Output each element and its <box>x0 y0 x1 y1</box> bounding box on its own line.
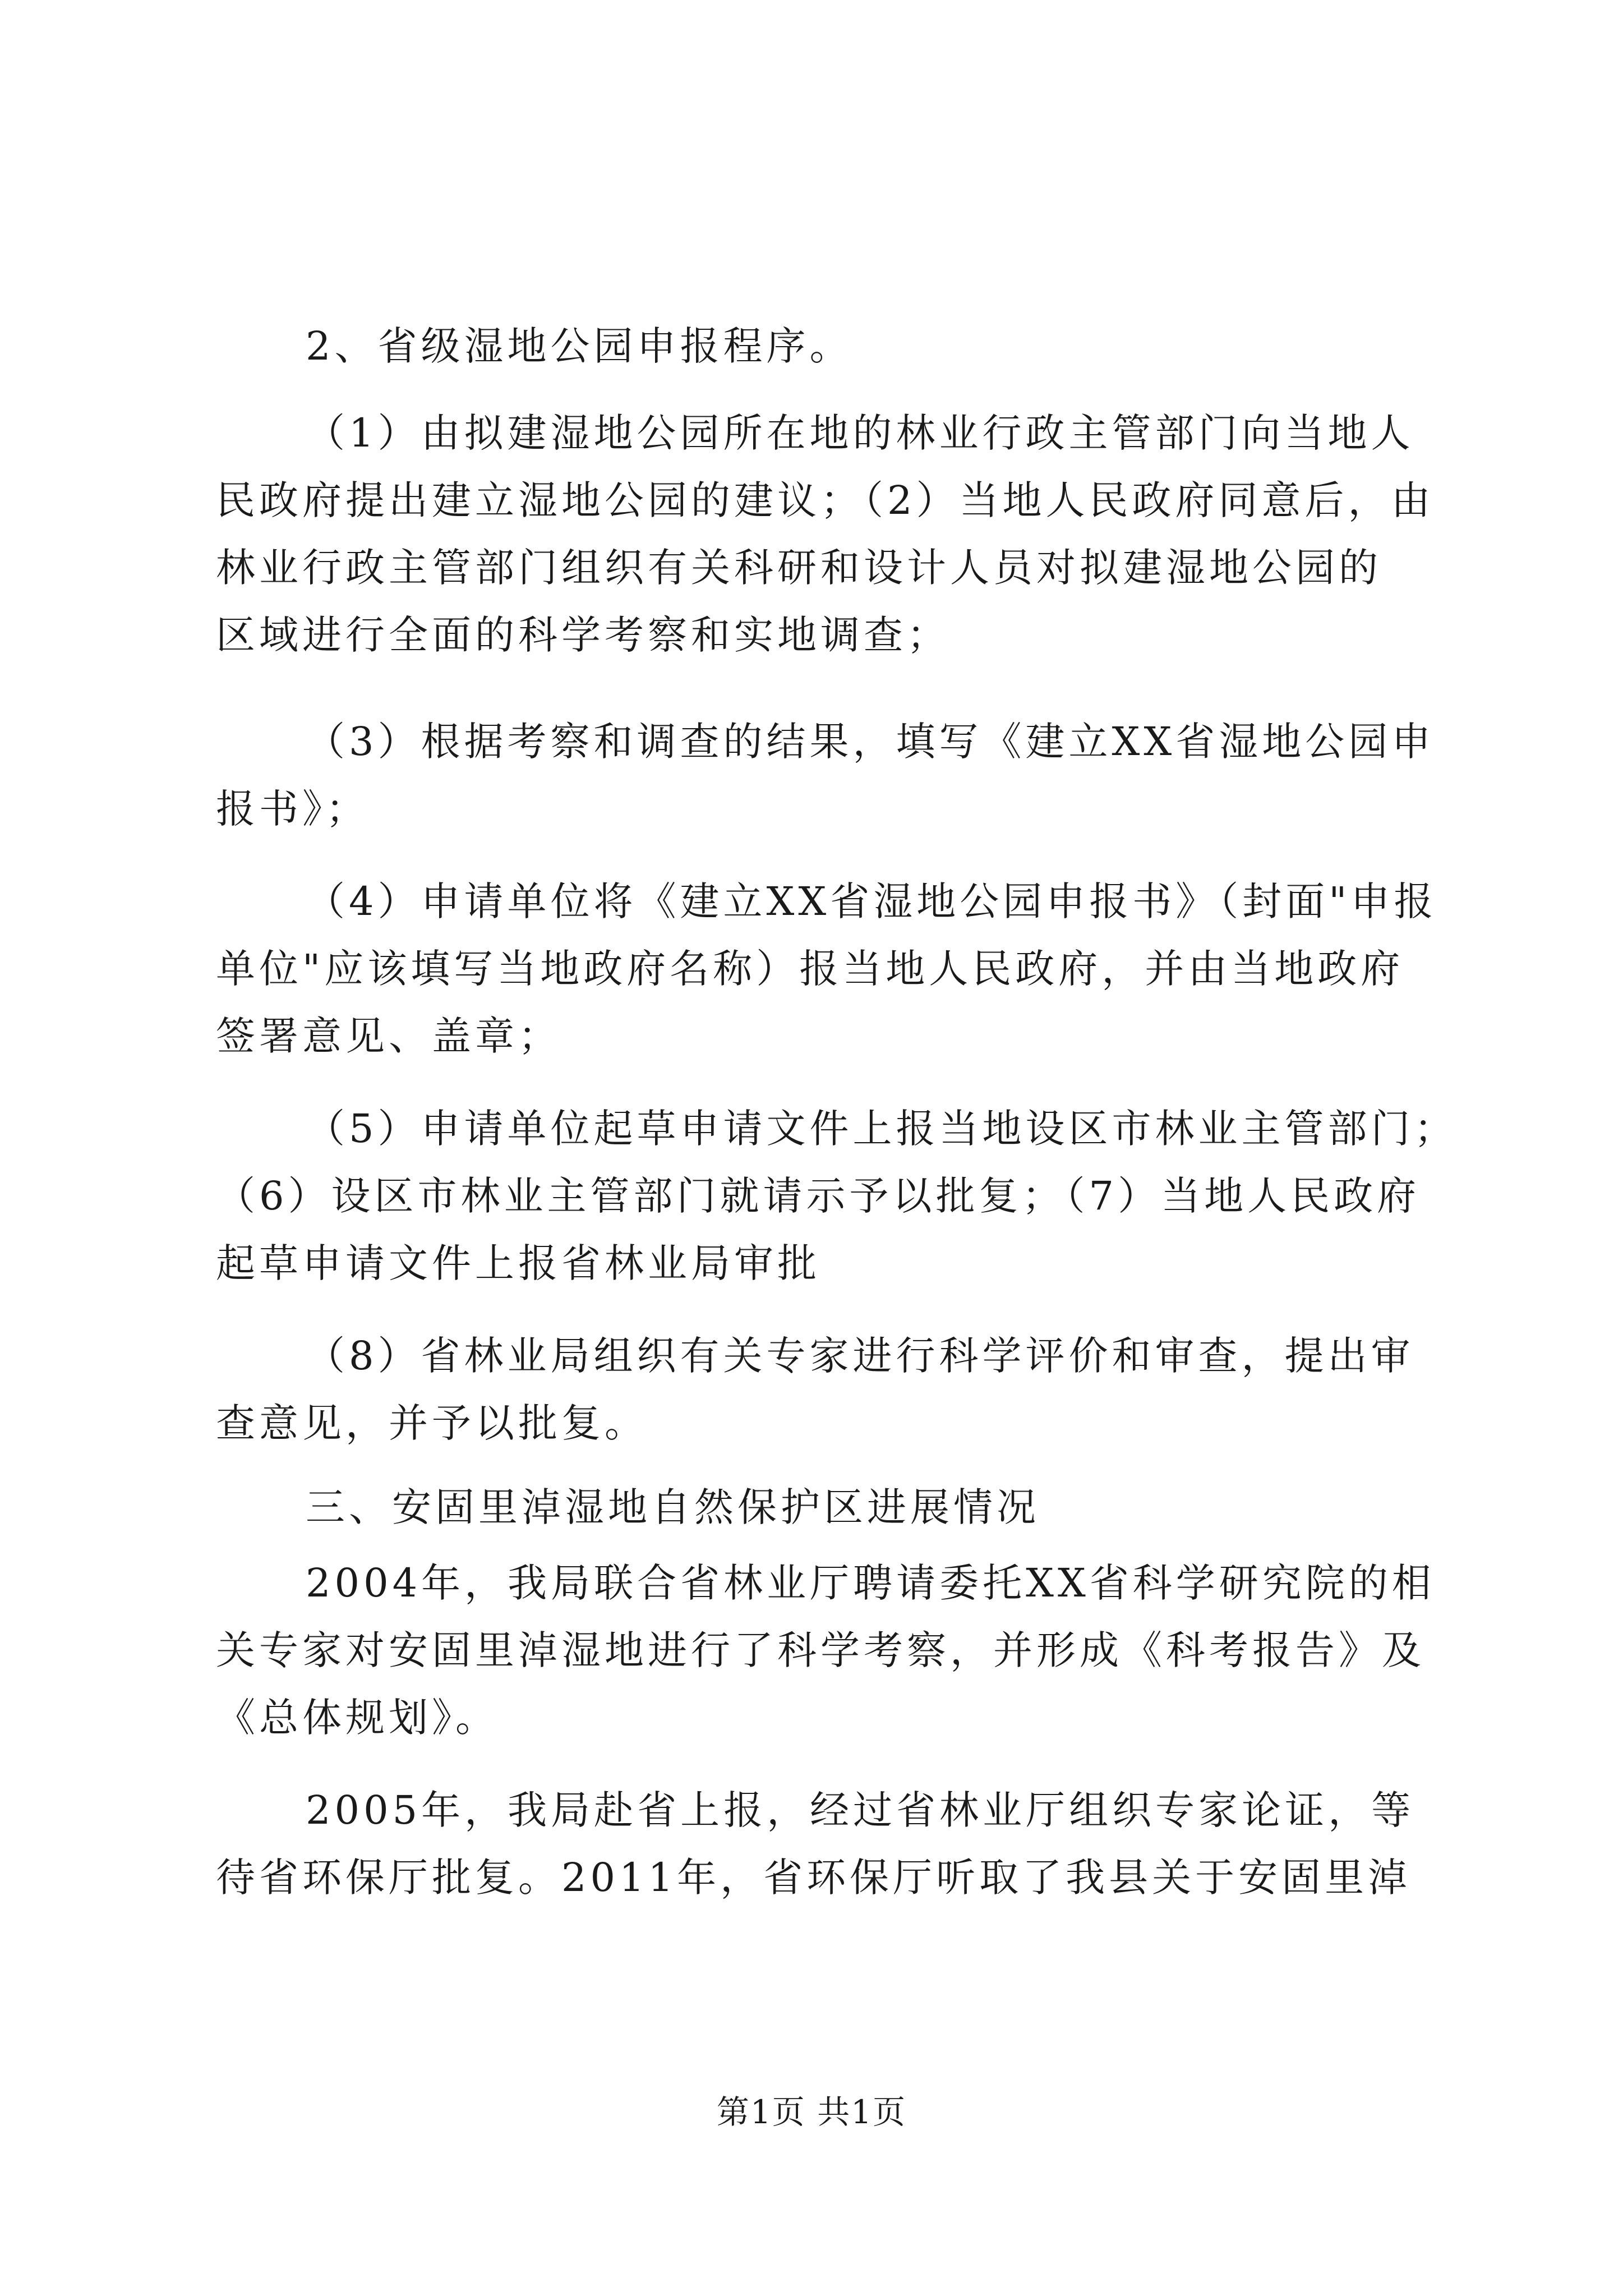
text-line: 签署意见、盖章； <box>216 1013 561 1059</box>
text-line: 民政府提出建立湿地公园的建议；（2）当地人民政府同意后，由 <box>216 477 1435 523</box>
text-line: 林业行政主管部门组织有关科研和设计人员对拟建湿地公园的 <box>216 545 1382 591</box>
text-line: （4）申请单位将《建立XX省湿地公园申报书》（封面"申报 <box>306 878 1437 924</box>
text-line: （5）申请单位起草申请文件上报当地设区市林业主管部门； <box>306 1106 1458 1152</box>
text-line: 待省环保厅批复。2011年，省环保厅听取了我县关于安固里淖 <box>216 1855 1412 1901</box>
text-line: （8）省林业局组织有关专家进行科学评价和审查，提出审 <box>306 1333 1414 1379</box>
text-line: 起草申请文件上报省林业局审批 <box>216 1240 820 1286</box>
text-line: （3）根据考察和调查的结果，填写《建立XX省湿地公园申 <box>306 719 1435 765</box>
text-line: 关专家对安固里淖湿地进行了科学考察，并形成《科考报告》及 <box>216 1627 1425 1673</box>
text-line: 查意见，并予以批复。 <box>216 1400 648 1446</box>
page-footer: 第1页 共1页 <box>716 2093 907 2131</box>
text-line: 区域进行全面的科学考察和实地调查； <box>216 612 950 658</box>
text-line: 2、省级湿地公园申报程序。 <box>306 323 853 369</box>
text-line: 报书》； <box>216 786 369 832</box>
text-line: 2005年，我局赴省上报，经过省林业厅组织专家论证，等 <box>306 1787 1415 1833</box>
text-line: 《总体规划》。 <box>216 1695 499 1741</box>
text-line: （6）设区市林业主管部门就请示予以批复；（7）当地人民政府 <box>216 1173 1421 1219</box>
text-line: 2004年，我局联合省林业厅聘请委托XX省科学研究院的相 <box>306 1560 1435 1606</box>
text-line: （1）由拟建湿地公园所在地的林业行政主管部门向当地人 <box>306 410 1414 456</box>
text-line: 单位"应该填写当地政府名称）报当地人民政府，并由当地政府 <box>216 946 1404 992</box>
section-heading: 三、安固里淖湿地自然保护区进展情况 <box>306 1484 1040 1530</box>
